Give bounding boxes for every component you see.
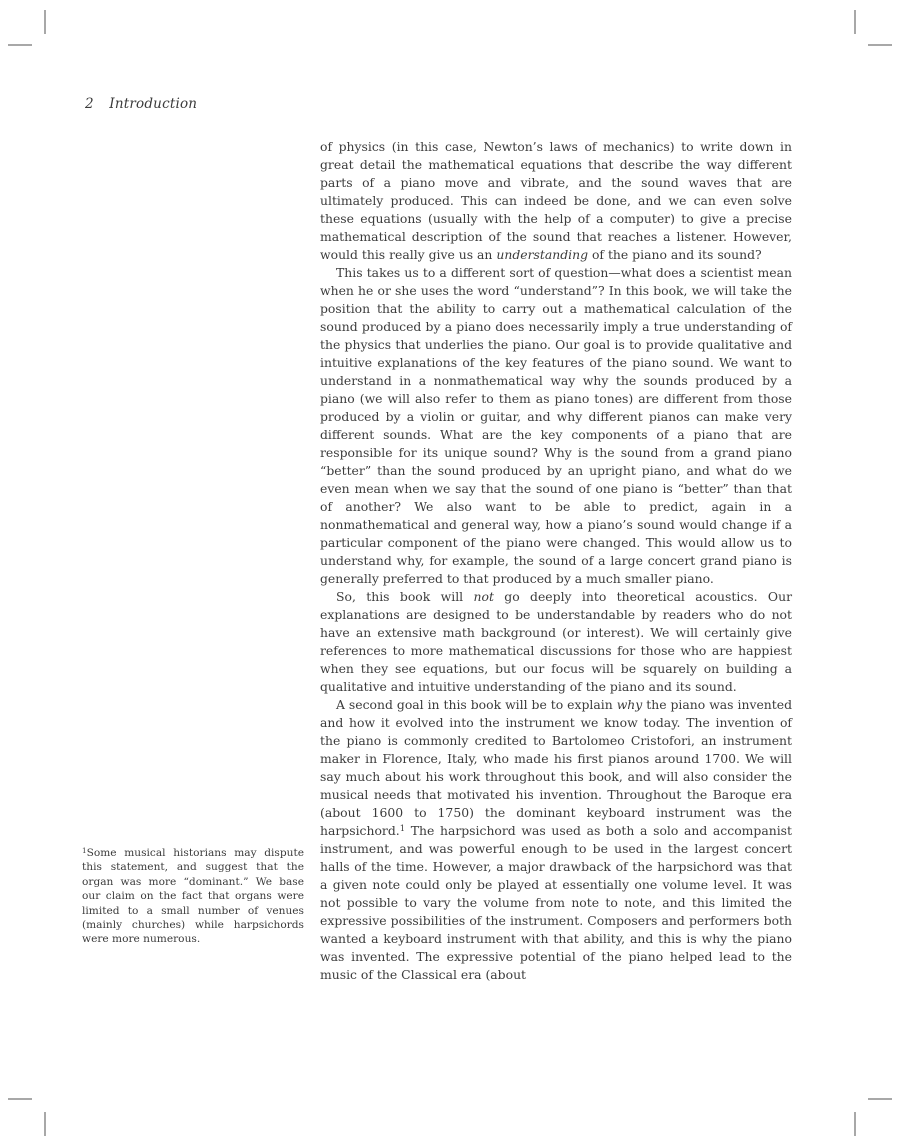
crop-mark-top-right-horizontal <box>868 44 892 46</box>
crop-mark-bottom-right-horizontal <box>868 1098 892 1100</box>
text-run: go deeply into theoretical acoustics. Our explanations are designed to be understandable by readers who do not have an extensive math background (or interest). We will certainly give references to more mathematical discussions for those who are happiest when they see equations, but our focus will be squarely on building a qualitative and intuitive understanding of the piano and its sound. <box>320 589 792 694</box>
emphasized-text: why <box>616 697 643 712</box>
chapter-title: Introduction <box>109 96 198 112</box>
footnote-marker: 1 <box>82 845 87 855</box>
text-run: The harpsichord was used as both a solo and accompanist instrument, and was powerful enough to be used in the largest concert halls of the time. However, a major drawback of the harpsichord was that a given note could only be played at essentially one volume level. It was not possible to vary the volume from note to note, and this limited the expressive possibilities of the instrument. Composers and performers both wanted a keyboard instrument with that ability, and this is why the piano was invented. The expressive potential of the piano helped lead to the music of the Classical era (about <box>320 823 792 982</box>
emphasized-text: not <box>473 589 494 604</box>
page-number: 2 <box>85 96 94 112</box>
crop-mark-bottom-left-horizontal <box>8 1098 32 1100</box>
footnote-reference: 1 <box>399 823 406 834</box>
text-run: of physics (in this case, Newton’s laws of mechanics) to write down in great detail the mathematical equations that describe the way different parts of a piano move and vibrate, and the sound waves that are ultimately produced. This can indeed be done, and we can even solve these equations (usually with the help of a computer) to give a precise mathematical description of the sound that reaches a listener. However, would this really give us an <box>320 139 792 262</box>
crop-mark-top-left-vertical <box>44 10 46 34</box>
paragraph <box>320 588 792 696</box>
crop-mark-bottom-left-vertical <box>44 1112 46 1136</box>
crop-mark-top-right-vertical <box>854 10 856 34</box>
emphasized-text: understanding <box>496 247 589 262</box>
crop-mark-top-left-horizontal <box>8 44 32 46</box>
text-run: A second goal in this book will be to explain <box>336 697 617 712</box>
paragraph <box>320 138 792 264</box>
running-header <box>85 96 197 112</box>
text-run: This takes us to a different sort of question—what does a scientist mean when he or she uses the word “understand”? In this book, we will take the position that the ability to carry out a mathematical calculation of the sound produced by a piano does necessarily imply a true understanding of the physics that underlies the piano. Our goal is to provide qualitative and intuitive explanations of the key features of the piano sound. We want to understand in a nonmathematical way why the sounds produced by a piano (we will also refer to them as piano tones) are different from those produced by a violin or guitar, and why different pianos can make very different sounds. What are the key components of a piano that are responsible for its unique sound? Why is the sound from a grand piano “better” than the sound produced by an upright piano, and what do we even mean when we say that the sound of one piano is “better” than that of another? We also want to be able to predict, again in a nonmathematical and general way, how a piano’s sound would change if a particular component of the piano were changed. This would allow us to understand why, for example, the sound of a large concert grand piano is generally preferred to that produced by a much smaller piano. <box>320 265 792 586</box>
paragraph <box>320 696 792 984</box>
footnote-text: Some musical historians may dispute this statement, and suggest that the organ was more “dominant.” We base our claim on the fact that organs were limited to a small number of venues (mainly churches) while harpsichords were more numerous. <box>82 847 304 946</box>
text-run: So, this book will <box>336 589 474 604</box>
body-text <box>320 138 792 984</box>
footnote <box>82 846 304 947</box>
text-run: the piano was invented and how it evolved into the instrument we know today. The invention of the piano is commonly credited to Bartolomeo Cristofori, an instrument maker in Florence, Italy, who made his first pianos around 1700. We will say much about his work throughout this book, and will also consider the musical needs that motivated his invention. Throughout the Baroque era (about 1600 to 1750) the dominant keyboard instrument was the harpsichord. <box>320 697 793 838</box>
text-run: of the piano and its sound? <box>588 247 762 262</box>
crop-mark-bottom-right-vertical <box>854 1112 856 1136</box>
paragraph <box>320 264 792 588</box>
